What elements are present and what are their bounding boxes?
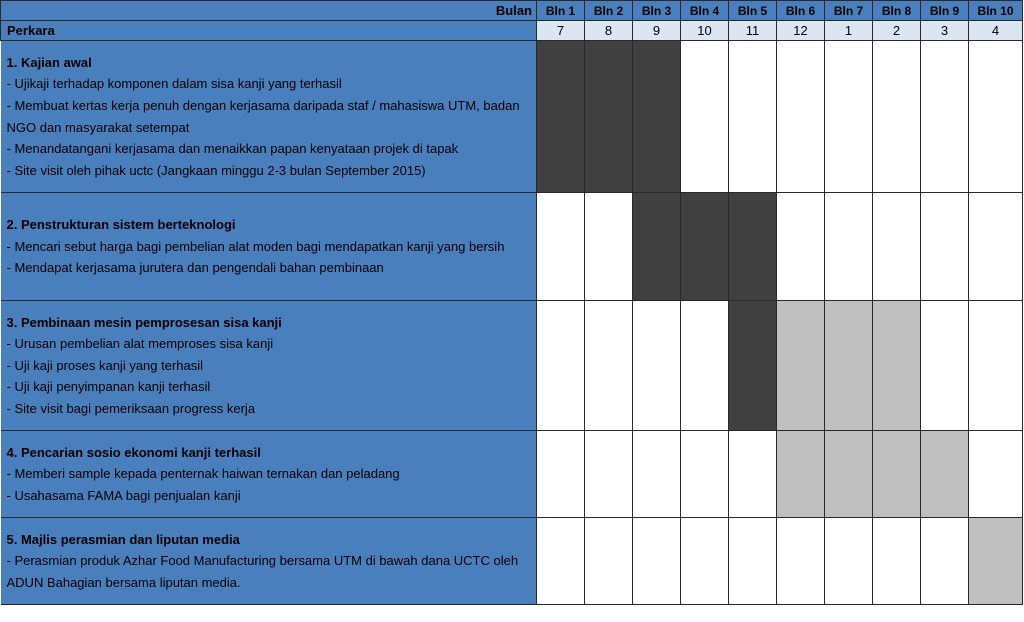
schedule-cell <box>921 193 969 301</box>
schedule-cell <box>585 193 633 301</box>
month-label: Bln 5 <box>729 1 777 21</box>
schedule-cell <box>777 518 825 605</box>
month-label: Bln 7 <box>825 1 873 21</box>
schedule-cell <box>777 193 825 301</box>
task-description <box>1 431 537 518</box>
task-title: 4. Pencarian sosio ekonomi kanji terhasil <box>6 444 261 460</box>
schedule-cell <box>825 193 873 301</box>
task-item: - Uji kaji proses kanji yang terhasil <box>6 357 204 373</box>
month-number: 2 <box>873 21 921 41</box>
task-row <box>1 518 1023 605</box>
schedule-bar-dark <box>633 41 681 193</box>
task-item: - Menandatangani kerjasama dan menaikkan papan kenyataan projek di tapak <box>6 141 459 157</box>
month-label: Bln 9 <box>921 1 969 21</box>
month-number: 11 <box>729 21 777 41</box>
schedule-cell <box>537 518 585 605</box>
schedule-cell <box>633 431 681 518</box>
task-item: - Mendapat kerjasama jurutera dan pengendali bahan pembinaan <box>6 260 384 276</box>
month-number: 3 <box>921 21 969 41</box>
schedule-bar-dark <box>633 193 681 301</box>
task-item: - Urusan pembelian alat memproses sisa kanji <box>6 336 274 352</box>
task-description <box>1 193 537 301</box>
bulan-header: Bulan <box>1 1 537 21</box>
schedule-cell <box>873 41 921 193</box>
task-item: - Mencari sebut harga bagi pembelian alat moden bagi mendapatkan kanji yang bersih <box>6 238 505 254</box>
month-number: 7 <box>537 21 585 41</box>
schedule-bar-dark <box>729 301 777 431</box>
schedule-cell <box>633 518 681 605</box>
schedule-bar-light <box>873 431 921 518</box>
task-item: - Ujikaji terhadap komponen dalam sisa kanji yang terhasil <box>6 76 342 92</box>
schedule-cell <box>921 301 969 431</box>
task-item: - Memberi sample kepada penternak haiwan ternakan dan peladang <box>6 466 400 482</box>
schedule-cell <box>681 301 729 431</box>
task-title: 1. Kajian awal <box>6 54 92 70</box>
schedule-cell <box>825 41 873 193</box>
month-label: Bln 1 <box>537 1 585 21</box>
schedule-cell <box>537 193 585 301</box>
schedule-cell <box>729 518 777 605</box>
task-title: 2. Penstrukturan sistem berteknologi <box>6 217 236 233</box>
schedule-bar-light <box>825 431 873 518</box>
month-number: 10 <box>681 21 729 41</box>
schedule-cell <box>537 301 585 431</box>
schedule-cell <box>825 518 873 605</box>
schedule-bar-dark <box>681 193 729 301</box>
month-number: 8 <box>585 21 633 41</box>
month-number: 12 <box>777 21 825 41</box>
schedule-bar-light <box>777 301 825 431</box>
month-label: Bln 2 <box>585 1 633 21</box>
schedule-cell <box>921 518 969 605</box>
month-number: 1 <box>825 21 873 41</box>
task-description <box>1 41 537 193</box>
schedule-cell <box>969 193 1023 301</box>
schedule-cell <box>729 431 777 518</box>
month-label: Bln 10 <box>969 1 1023 21</box>
task-item: - Site visit oleh pihak uctc (Jangkaan minggu 2-3 bulan September 2015) <box>6 162 426 178</box>
schedule-cell <box>681 431 729 518</box>
schedule-cell <box>537 431 585 518</box>
schedule-cell <box>681 41 729 193</box>
schedule-cell <box>633 301 681 431</box>
schedule-cell <box>681 518 729 605</box>
schedule-cell <box>969 301 1023 431</box>
perkara-header: Perkara <box>1 21 537 41</box>
month-label: Bln 4 <box>681 1 729 21</box>
task-item: - Uji kaji penyimpanan kanji terhasil <box>6 379 211 395</box>
schedule-bar-dark <box>729 193 777 301</box>
schedule-cell <box>921 41 969 193</box>
schedule-bar-light <box>969 518 1023 605</box>
schedule-cell <box>969 41 1023 193</box>
task-description <box>1 518 537 605</box>
task-row <box>1 41 1023 193</box>
task-item: - Perasmian produk Azhar Food Manufacturing bersama UTM di bawah dana UCTC oleh ADUN Bahagian bersama liputan media. <box>6 553 519 590</box>
schedule-cell <box>585 518 633 605</box>
schedule-bar-dark <box>537 41 585 193</box>
month-number: 9 <box>633 21 681 41</box>
task-item: - Site visit bagi pemeriksaan progress kerja <box>6 400 256 416</box>
schedule-cell <box>585 301 633 431</box>
schedule-cell <box>873 193 921 301</box>
task-row <box>1 193 1023 301</box>
task-title: 5. Majlis perasmian dan liputan media <box>6 531 240 547</box>
schedule-bar-light <box>777 431 825 518</box>
task-row <box>1 431 1023 518</box>
task-item: - Usahasama FAMA bagi penjualan kanji <box>6 487 241 503</box>
schedule-bar-light <box>825 301 873 431</box>
month-label: Bln 6 <box>777 1 825 21</box>
task-item: - Membuat kertas kerja penuh dengan kerjasama daripada staf / mahasiswa UTM, badan NGO dan masyarakat setempat <box>6 97 520 135</box>
schedule-cell <box>729 41 777 193</box>
schedule-cell <box>585 431 633 518</box>
schedule-bar-light <box>921 431 969 518</box>
schedule-cell <box>969 431 1023 518</box>
task-row <box>1 301 1023 431</box>
schedule-bar-dark <box>585 41 633 193</box>
task-description <box>1 301 537 431</box>
month-label: Bln 8 <box>873 1 921 21</box>
month-label: Bln 3 <box>633 1 681 21</box>
month-number: 4 <box>969 21 1023 41</box>
schedule-cell <box>873 518 921 605</box>
schedule-bar-light <box>873 301 921 431</box>
schedule-cell <box>777 41 825 193</box>
task-title: 3. Pembinaan mesin pemprosesan sisa kanji <box>6 314 282 330</box>
